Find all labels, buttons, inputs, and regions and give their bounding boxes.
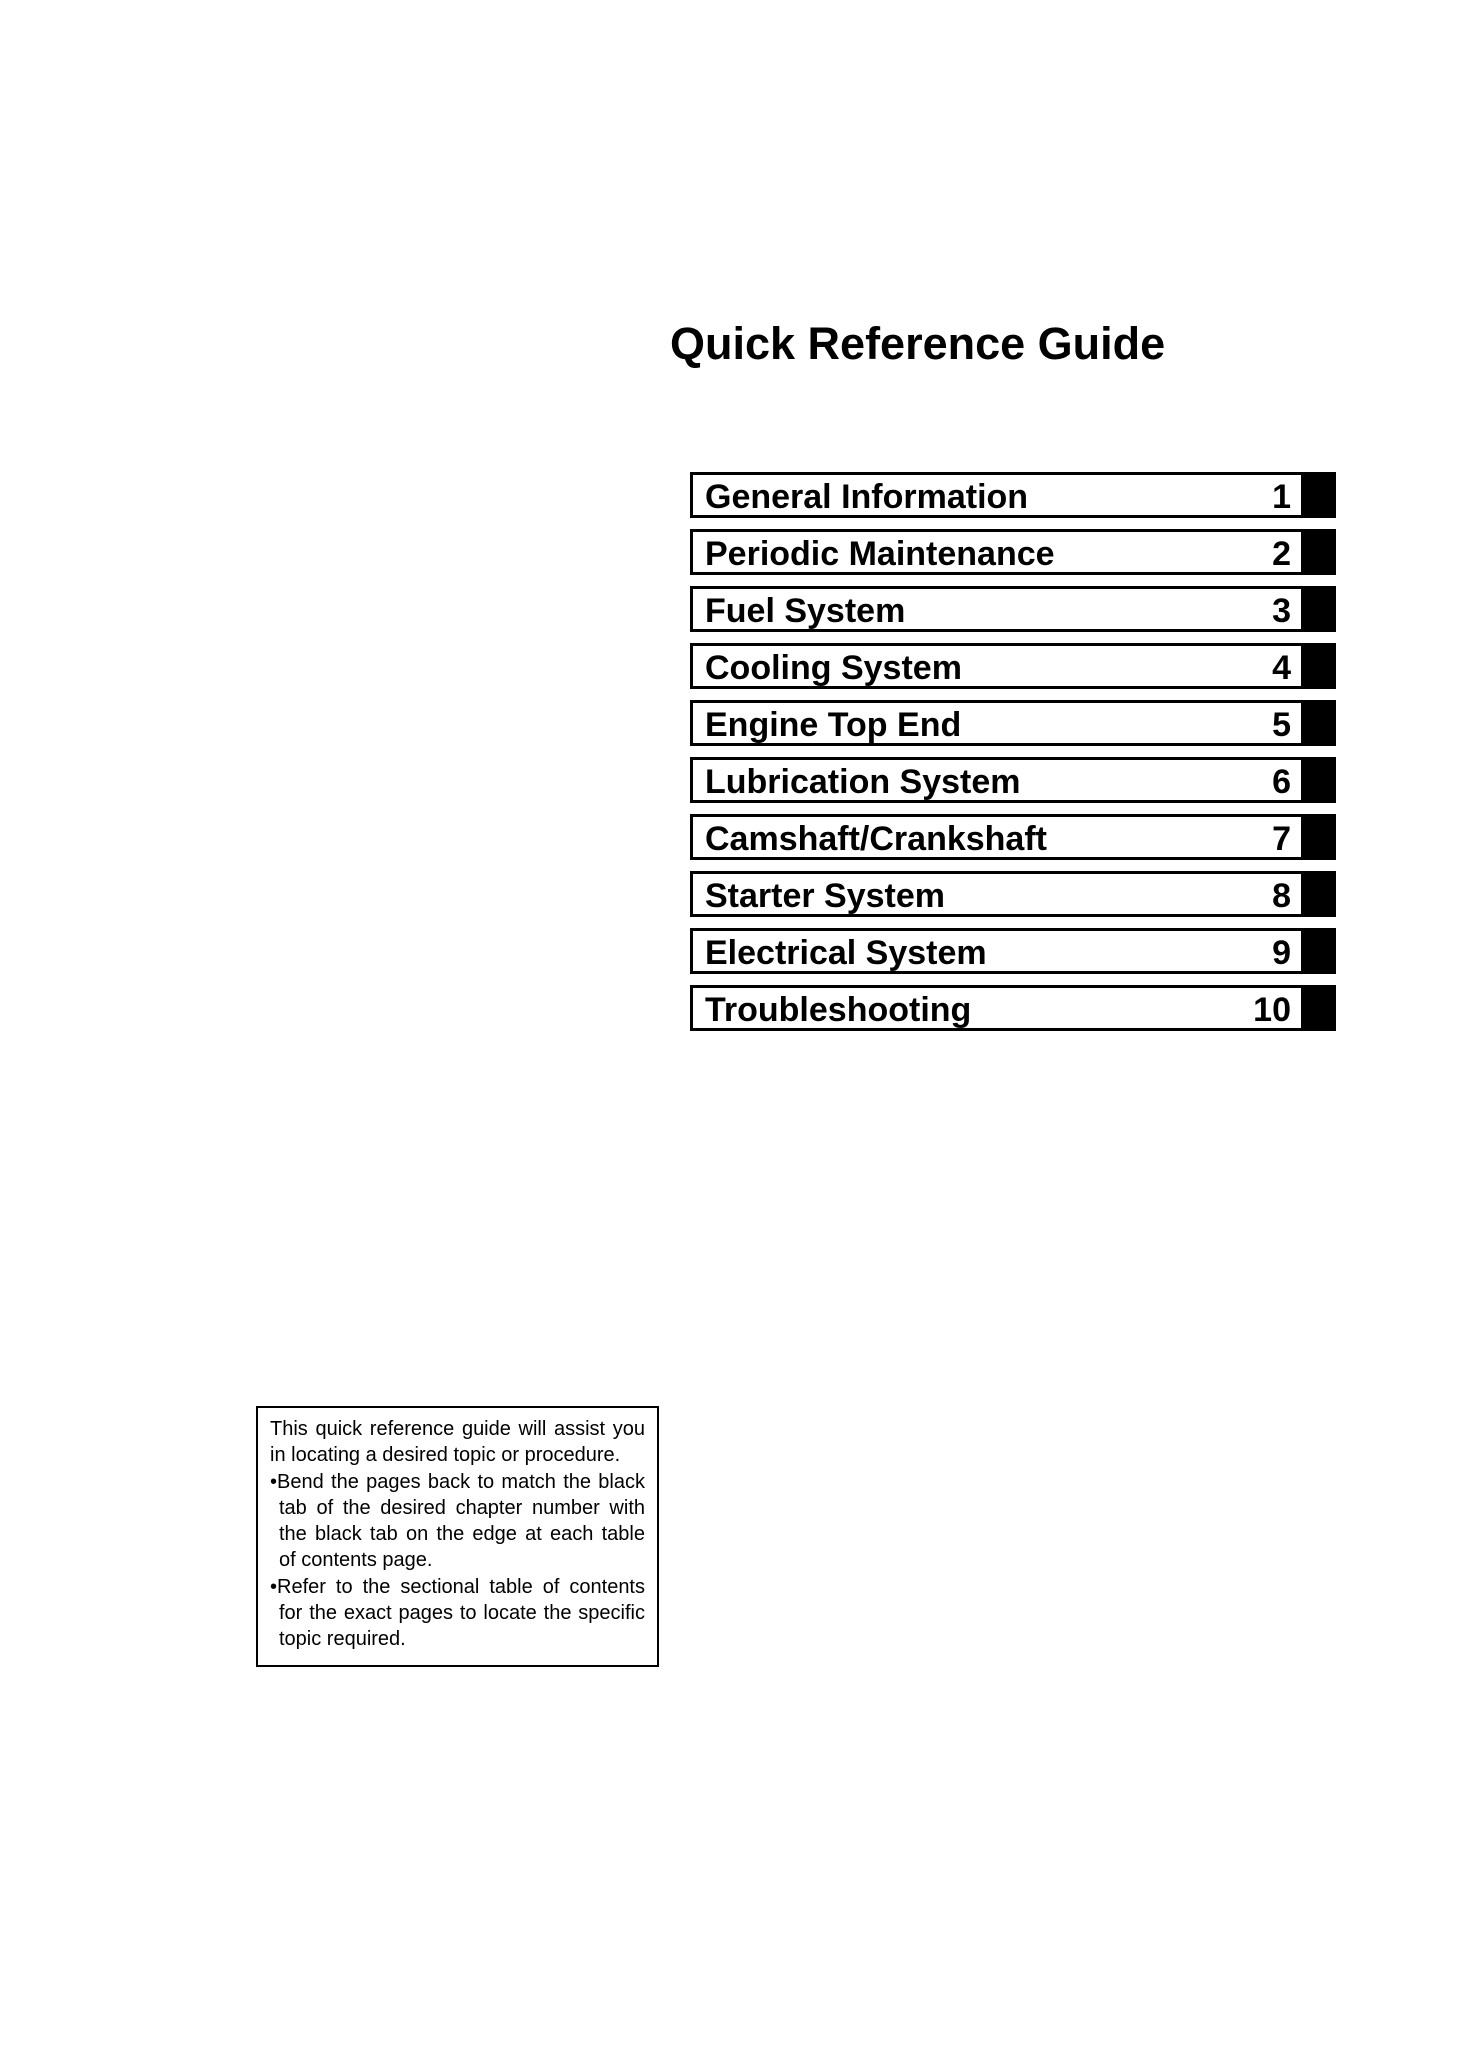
chapter-label: Starter System <box>705 877 946 915</box>
chapter-number: 8 <box>1272 877 1291 915</box>
chapter-number: 5 <box>1272 706 1291 744</box>
chapter-row-fuel-system[interactable] <box>690 586 1336 632</box>
page-title: Quick Reference Guide <box>670 318 1166 369</box>
note-bullet: •Refer to the sectional table of contents for the exact pages to locate the specific topic required. <box>270 1575 645 1651</box>
chapter-number: 4 <box>1272 649 1291 687</box>
chapter-row-cooling-system[interactable] <box>690 643 1336 689</box>
chapter-box <box>690 871 1304 917</box>
chapter-label: General Information <box>705 478 1029 516</box>
chapter-row-general-information[interactable] <box>690 472 1336 518</box>
chapter-label: Lubrication System <box>705 763 1021 801</box>
chapter-number: 2 <box>1272 535 1291 573</box>
chapter-row-engine-top-end[interactable] <box>690 700 1336 746</box>
chapter-row-electrical-system[interactable] <box>690 928 1336 974</box>
note-intro: This quick reference guide will assist you in locating a desired topic or procedure. <box>270 1418 645 1467</box>
chapter-number: 7 <box>1272 820 1291 858</box>
chapter-row-starter-system[interactable] <box>690 871 1336 917</box>
black-tab <box>1304 757 1336 803</box>
chapter-box <box>690 928 1304 974</box>
chapter-box <box>690 985 1304 1031</box>
note-bullet: •Bend the pages back to match the black tab of the desired chapter number with the black tab on the edge at each table of contents page. <box>270 1470 645 1572</box>
black-tab <box>1304 928 1336 974</box>
chapter-label: Electrical System <box>705 934 987 972</box>
chapter-label: Periodic Maintenance <box>705 535 1055 573</box>
chapter-label: Troubleshooting <box>705 991 972 1029</box>
chapter-number: 1 <box>1272 478 1291 516</box>
black-tab <box>1304 529 1336 575</box>
chapter-box <box>690 757 1304 803</box>
black-tab <box>1304 472 1336 518</box>
chapter-row-lubrication-system[interactable] <box>690 757 1336 803</box>
chapter-number: 3 <box>1272 592 1291 630</box>
black-tab <box>1304 643 1336 689</box>
chapter-row-periodic-maintenance[interactable] <box>690 529 1336 575</box>
chapter-number: 6 <box>1272 763 1291 801</box>
chapter-index <box>690 472 1336 1042</box>
chapter-number: 10 <box>1253 991 1291 1029</box>
chapter-box <box>690 814 1304 860</box>
chapter-box <box>690 643 1304 689</box>
black-tab <box>1304 586 1336 632</box>
black-tab <box>1304 700 1336 746</box>
black-tab <box>1304 985 1336 1031</box>
chapter-box <box>690 700 1304 746</box>
chapter-label: Camshaft/Crankshaft <box>705 820 1047 858</box>
instructions-note <box>256 1406 659 1667</box>
chapter-label: Fuel System <box>705 592 906 630</box>
chapter-number: 9 <box>1272 934 1291 972</box>
black-tab <box>1304 871 1336 917</box>
black-tab <box>1304 814 1336 860</box>
chapter-label: Engine Top End <box>705 706 962 744</box>
chapter-box <box>690 529 1304 575</box>
chapter-box <box>690 586 1304 632</box>
chapter-label: Cooling System <box>705 649 962 687</box>
chapter-row-troubleshooting[interactable] <box>690 985 1336 1031</box>
chapter-row-camshaft-crankshaft[interactable] <box>690 814 1336 860</box>
chapter-box <box>690 472 1304 518</box>
